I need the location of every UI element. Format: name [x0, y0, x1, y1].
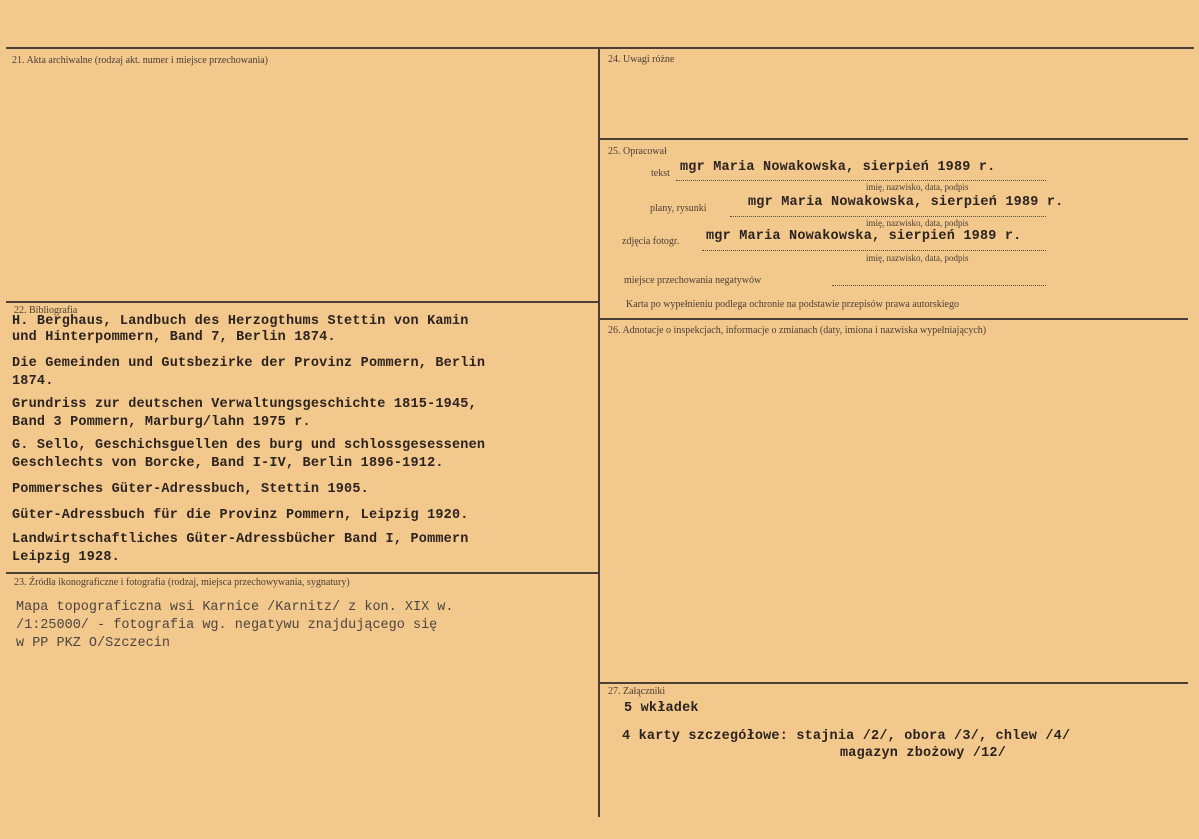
- zdjecia-label: zdjęcia fotogr.: [622, 236, 680, 247]
- iconography-line-3: w PP PKZ O/Szczecin: [16, 636, 170, 651]
- zdjecia-value: mgr Maria Nowakowska, sierpień 1989 r.: [706, 229, 1022, 244]
- bibliography-line-11: Landwirtschaftliches Güter-Adressbücher Band I, Pommern: [12, 532, 469, 547]
- section-25-label: 25. Opracował: [608, 146, 667, 157]
- negatywy-dotted-line: [832, 285, 1046, 286]
- tekst-label: tekst: [651, 168, 670, 179]
- bibliography-line-3: Die Gemeinden und Gutsbezirke der Provinz Pommern, Berlin: [12, 356, 486, 371]
- plany-label: plany, rysunki: [650, 203, 707, 214]
- negatywy-label: miejsce przechowania negatywów: [624, 275, 762, 286]
- section-26-label: 26. Adnotacje o inspekcjach, informacje o zmianach (daty, imiona i nazwiska wypełniających): [608, 325, 987, 336]
- section-21-label: 21. Akta archiwalne (rodzaj akt. numer i miejsce przechowania): [12, 55, 269, 66]
- bibliography-line-6: Band 3 Pommern, Marburg/lahn 1975 r.: [12, 415, 311, 430]
- plany-caption: imię, nazwisko, data, podpis: [866, 218, 969, 228]
- iconography-line-2: /1:25000/ - fotografia wg. negatywu znajdującego się: [16, 618, 438, 633]
- bibliography-line-10: Güter-Adressbuch für die Provinz Pommern, Leipzig 1920.: [12, 508, 469, 523]
- plany-dotted-line: [730, 216, 1046, 217]
- bibliography-line-12: Leipzig 1928.: [12, 550, 120, 565]
- rule-left-22: [6, 301, 599, 303]
- bibliography-line-9: Pommersches Güter-Adressbuch, Stettin 1905.: [12, 482, 369, 497]
- bibliography-line-7: G. Sello, Geschichsguellen des burg und schlossgesessenen: [12, 438, 486, 453]
- iconography-line-1: Mapa topograficzna wsi Karnice /Karnitz/ z kon. XIX w.: [16, 600, 454, 615]
- section-27-label: 27. Załączniki: [608, 686, 666, 697]
- rule-center: [598, 47, 600, 817]
- attachments-line-2: 4 karty szczegółowe: stajnia /2/, obora /3/, chlew /4/: [622, 729, 1071, 744]
- rule-left-23: [6, 572, 599, 574]
- bibliography-line-2: und Hinterpommern, Band 7, Berlin 1874.: [12, 330, 336, 345]
- section-23-label: 23. Źródła ikonograficzne i fotografia (rodzaj, miejsca przechowywania, sygnatury): [14, 577, 350, 588]
- zdjecia-caption: imię, nazwisko, data, podpis: [866, 253, 969, 263]
- tekst-caption: imię, nazwisko, data, podpis: [866, 182, 969, 192]
- rule-top: [6, 47, 1194, 49]
- bibliography-line-5: Grundriss zur deutschen Verwaltungsgeschichte 1815-1945,: [12, 397, 477, 412]
- bibliography-line-8: Geschlechts von Borcke, Band I-IV, Berlin 1896-1912.: [12, 456, 444, 471]
- rule-right-25: [598, 138, 1188, 140]
- section-24-label: 24. Uwagi różne: [608, 54, 675, 65]
- copyright-note: Karta po wypełnieniu podlega ochronie na podstawie przepisów prawa autorskiego: [626, 299, 959, 310]
- attachments-line-1: 5 wkładek: [624, 701, 699, 716]
- section-22-label: 22. Bibliografia: [14, 305, 78, 316]
- zdjecia-dotted-line: [702, 250, 1046, 251]
- tekst-value: mgr Maria Nowakowska, sierpień 1989 r.: [680, 160, 996, 175]
- rule-right-27: [598, 682, 1188, 684]
- tekst-dotted-line: [676, 180, 1046, 181]
- attachments-line-3: magazyn zbożowy /12/: [840, 746, 1007, 761]
- rule-right-26: [598, 318, 1188, 320]
- plany-value: mgr Maria Nowakowska, sierpień 1989 r.: [748, 195, 1064, 210]
- bibliography-line-4: 1874.: [12, 374, 54, 389]
- bibliography-line-1: H. Berghaus, Landbuch des Herzogthums Stettin von Kamin: [12, 314, 469, 329]
